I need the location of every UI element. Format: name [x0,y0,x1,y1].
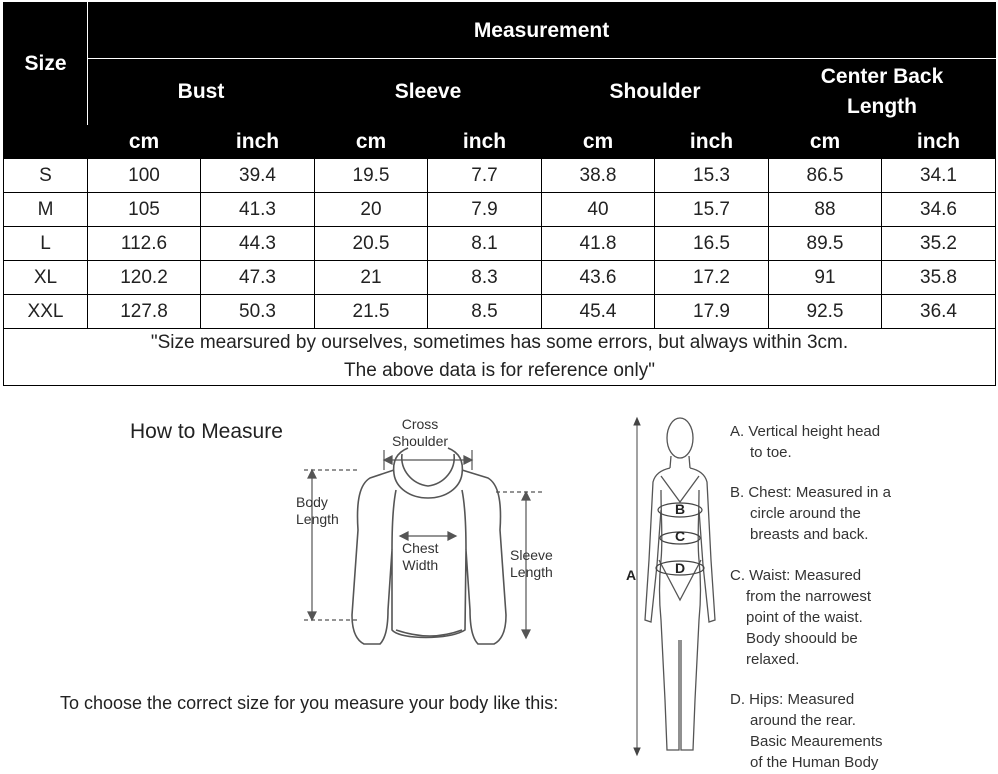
value-cell: 39.4 [201,159,315,193]
value-cell: 43.6 [542,261,655,295]
sleeve-length-line2: Length [510,564,553,580]
label-c: C [675,528,686,544]
size-cell: M [4,193,88,227]
desc-a-line1: A. Vertical height head [730,423,881,440]
unit-header: cm [542,126,655,159]
value-cell: 8.3 [428,261,542,295]
desc-b-line2: circle around the [750,505,861,522]
unit-header: inch [428,126,542,159]
group-header-shoulder: Shoulder [542,59,769,126]
group-header-center-back-length [769,59,996,126]
chest-width-label [402,540,439,574]
description-b [730,482,970,545]
table-row [4,193,996,227]
value-cell: 15.7 [655,193,769,227]
value-cell: 35.2 [882,227,996,261]
value-cell: 8.1 [428,227,542,261]
reference-note-line2: The above data is for reference only" [344,360,655,381]
chest-width-line2: Width [402,557,439,573]
body-length-label [296,494,339,528]
value-cell: 38.8 [542,159,655,193]
value-cell: 120.2 [88,261,201,295]
value-cell: 34.1 [882,159,996,193]
value-cell: 89.5 [769,227,882,261]
desc-d-line4: of the Human Body [750,754,879,771]
description-a [730,421,970,463]
group-header-sleeve: Sleeve [315,59,542,126]
value-cell: 88 [769,193,882,227]
desc-c-line3: point of the waist. [746,609,863,626]
size-chart-table [3,2,996,386]
value-cell: 21.5 [315,295,428,329]
table-row [4,295,996,329]
value-cell: 21 [315,261,428,295]
description-c [730,565,970,670]
description-d [730,689,970,773]
sleeve-length-line1: Sleeve [510,547,553,563]
reference-note [4,329,996,386]
table-row [4,159,996,193]
size-cell: L [4,227,88,261]
unit-header: inch [201,126,315,159]
value-cell: 41.3 [201,193,315,227]
unit-header: cm [769,126,882,159]
value-cell: 91 [769,261,882,295]
value-cell: 20.5 [315,227,428,261]
desc-b-line1: B. Chest: Measured in a [730,484,891,501]
desc-b-line3: breasts and back. [750,526,869,543]
value-cell: 16.5 [655,227,769,261]
value-cell: 15.3 [655,159,769,193]
desc-c-line4: Body shoould be [746,630,858,647]
value-cell: 7.9 [428,193,542,227]
unit-header: inch [655,126,769,159]
desc-d-line2: around the rear. [750,712,856,729]
value-cell: 34.6 [882,193,996,227]
value-cell: 17.2 [655,261,769,295]
value-cell: 17.9 [655,295,769,329]
value-cell: 47.3 [201,261,315,295]
value-cell: 40 [542,193,655,227]
chest-width-line1: Chest [402,540,439,556]
body-figure-illustration [625,410,730,774]
body-length-line2: Length [296,511,339,527]
measurement-header: Measurement [88,3,996,59]
unit-header: inch [882,126,996,159]
value-cell: 36.4 [882,295,996,329]
cross-shoulder-label [392,416,448,450]
value-cell: 86.5 [769,159,882,193]
desc-d-line3: Basic Meaurements [750,733,883,750]
desc-c-line2: from the narrowest [746,588,872,605]
size-header: Size [4,3,88,126]
value-cell: 105 [88,193,201,227]
value-cell: 50.3 [201,295,315,329]
group-header-bust: Bust [88,59,315,126]
size-cell: S [4,159,88,193]
value-cell: 45.4 [542,295,655,329]
label-b: B [675,501,686,517]
unit-header: cm [88,126,201,159]
label-d: D [675,560,686,576]
choose-size-instruction: To choose the correct size for you measure your body like this: [60,693,559,713]
unit-header: cm [315,126,428,159]
unit-spacer [4,126,88,159]
cross-shoulder-line2: Shoulder [392,433,449,449]
value-cell: 19.5 [315,159,428,193]
value-cell: 8.5 [428,295,542,329]
table-row [4,227,996,261]
cross-shoulder-line1: Cross [401,416,439,432]
desc-c-line1: C. Waist: Measured [730,567,862,584]
value-cell: 127.8 [88,295,201,329]
value-cell: 112.6 [88,227,201,261]
size-cell: XL [4,261,88,295]
body-length-line1: Body [296,494,328,510]
value-cell: 35.8 [882,261,996,295]
desc-c-line5: relaxed. [746,651,800,668]
desc-a-line2: to toe. [750,444,792,461]
group-header-label: Center Back Length [820,65,944,118]
value-cell: 41.8 [542,227,655,261]
sleeve-length-label [510,547,553,581]
label-a: A [626,567,637,583]
table-row [4,261,996,295]
desc-d-line1: D. Hips: Measured [730,691,855,708]
value-cell: 7.7 [428,159,542,193]
reference-note-line1: "Size mearsured by ourselves, sometimes has some errors, but always within 3cm. [150,332,849,353]
value-cell: 44.3 [201,227,315,261]
value-cell: 20 [315,193,428,227]
value-cell: 92.5 [769,295,882,329]
size-cell: XXL [4,295,88,329]
how-to-measure-title: How to Measure [130,420,283,443]
value-cell: 100 [88,159,201,193]
